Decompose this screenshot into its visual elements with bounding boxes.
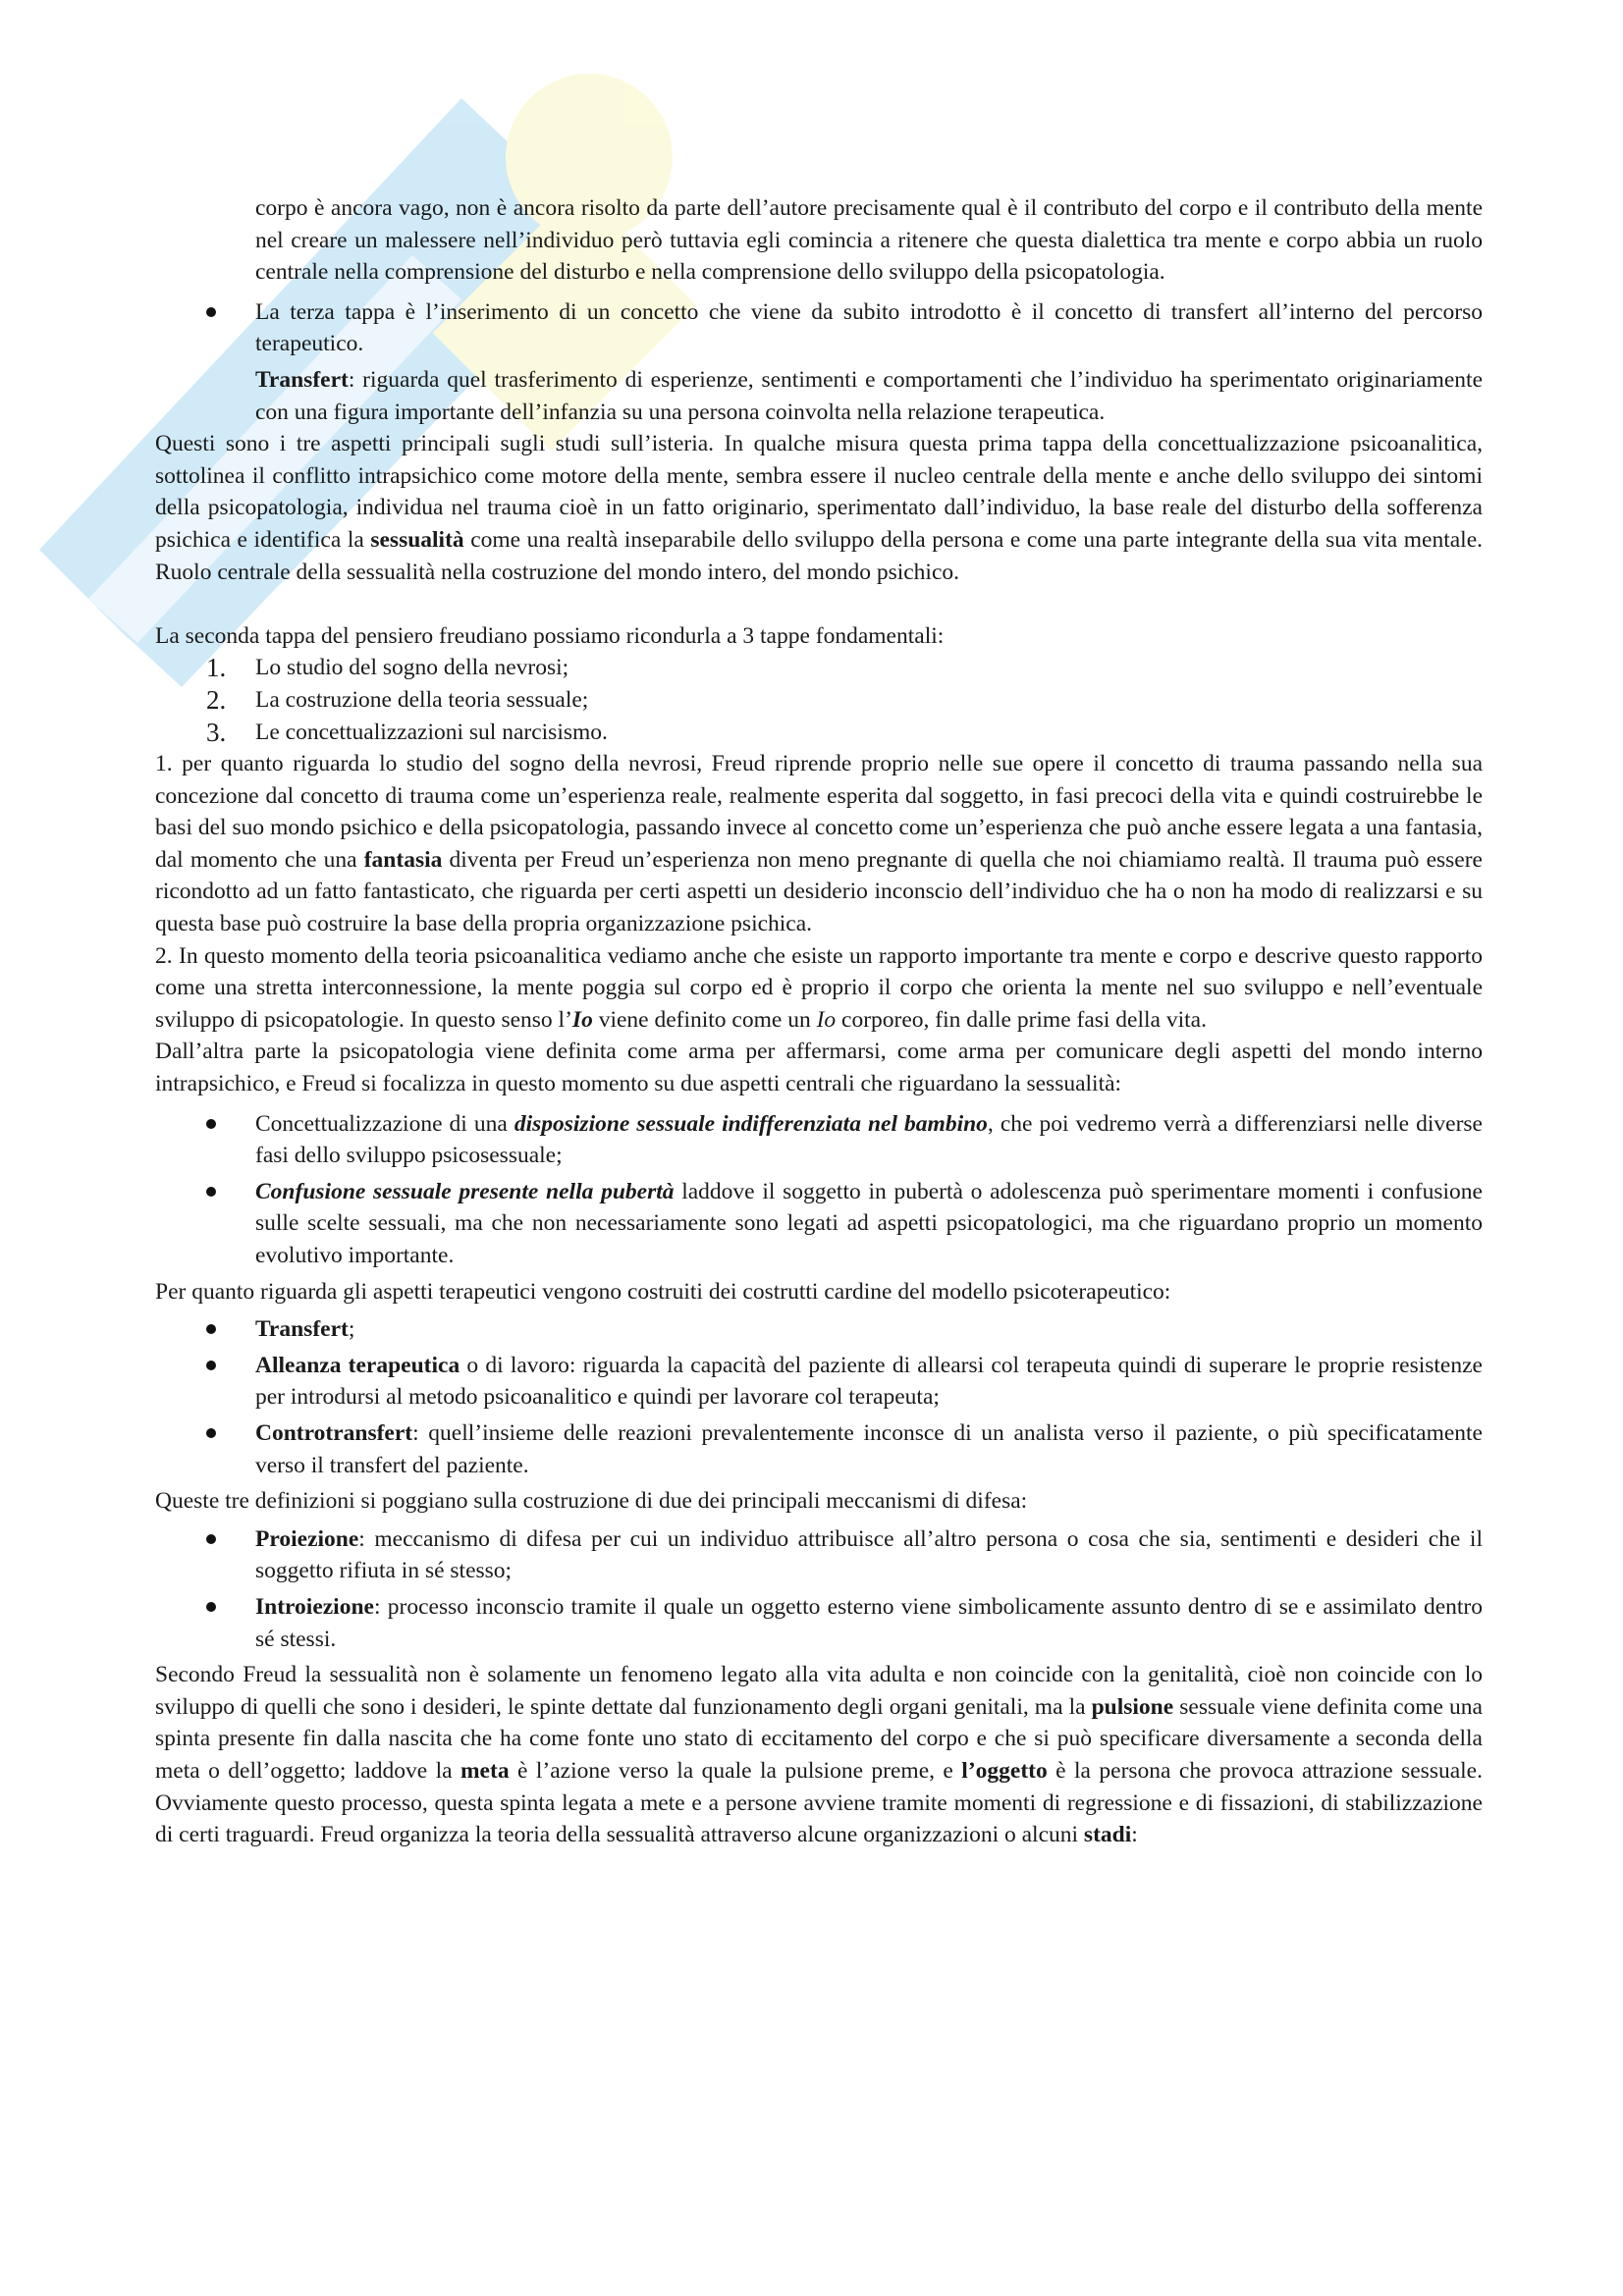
text-b: , che poi vedremo verrà a differenziarsi nelle diverse fasi dello sviluppo psicosessuale; xyxy=(255,1110,1483,1169)
punto-2-paragraph xyxy=(155,940,1483,1037)
difesa-paragraph: Queste tre definizioni si poggiano sulla costruzione di due dei principali meccanismi di difesa: xyxy=(155,1488,1028,1515)
list-item xyxy=(155,1523,1483,1587)
io-term: Io xyxy=(571,1006,593,1033)
document-body xyxy=(155,192,1483,1851)
bullet-controtransfert xyxy=(255,1417,1483,1481)
bullet-dot-icon xyxy=(155,296,255,360)
item-number: 3. xyxy=(206,717,227,747)
sessualita-term: sessualità xyxy=(370,526,464,553)
oggetto-term: l’oggetto xyxy=(961,1757,1048,1784)
psicopatologia-paragraph: Dall’altra parte la psicopatologia viene definita come arma per affermarsi, come arma per comunicare degli aspetti del mondo interno intrapsichico, e Freud si focalizza in questo momento su due aspetti centrali che riguardano la sessualità: xyxy=(155,1039,1483,1097)
text-b: laddove il soggetto in pubertà o adolescenza può sperimentare momenti i confusione sulle scelte sessuali, ma che non necessariamente sono legati ad aspetti psicopatologici, ma che riguardano proprio un momento evolutivo importante. xyxy=(255,1178,1483,1268)
punto-2-text-a: 2. In questo momento della teoria psicoanalitica vediamo anche che esiste un rapporto importante tra mente e corpo e descrive questo rapporto come una stretta interconnessione, la mente poggia sul corpo ed è proprio il corpo che orienta la mente nel suo sviluppo e nell’eventuale sviluppo di psicopatologie. In questo senso l’ xyxy=(155,942,1483,1033)
controtransfert-term: Controtransfert xyxy=(255,1419,413,1446)
isteria-paragraph xyxy=(155,428,1483,588)
proiezione-term: Proiezione xyxy=(255,1525,359,1552)
seconda-tappa-paragraph: La seconda tappa del pensiero freudiano possiamo ricondurla a 3 tappe fondamentali: xyxy=(155,622,945,649)
punto-2-text-c: corporeo, fin dalle prime fasi della vita. xyxy=(836,1006,1207,1033)
transfert-term: Transfert xyxy=(255,1316,349,1343)
punto-1-paragraph xyxy=(155,748,1483,940)
text: ; xyxy=(348,1316,355,1343)
freud-paragraph xyxy=(155,1659,1483,1851)
bullet-dot-icon xyxy=(155,1591,255,1655)
item-text: Lo studio del sogno della nevrosi; xyxy=(255,655,569,681)
numbered-item-1 xyxy=(155,652,1483,684)
text: : meccanismo di difesa per cui un individuo attribuisce all’altro persona o cosa che sia, sentimenti e desideri che il soggetto rifiuta in sé stesso; xyxy=(255,1525,1483,1584)
bullet-dot-icon xyxy=(155,1350,255,1414)
list-item xyxy=(155,1176,1483,1272)
confusione-term: Confusione sessuale presente nella pubertà xyxy=(255,1178,675,1204)
freud-text-a: Secondo Freud la sessualità non è solamente un fenomeno legato alla vita adulta e non coincide con la genitalità, cioè non coincide con lo sviluppo di quelli che sono i desideri, le spinte dettate dal funzionamento degli organi genitali, ma la xyxy=(155,1662,1483,1720)
list-item xyxy=(155,1417,1483,1481)
freud-text-d: è la persona che provoca attrazione sessuale. Ovviamente questo processo, questa spinta legata a mete e a persone avviene tramite momenti di regressione e di fissazioni, di stabilizzazione di certi traguardi. Freud organizza la teoria della sessualità attraverso alcune organizzazioni o alcuni xyxy=(155,1757,1483,1848)
punto-1-text-b: diventa per Freud un’esperienza non meno pregnante di quella che noi chiamiamo realtà. Il trauma può essere ricondotto ad un fatto fantasticato, che riguarda per certi aspetti un desiderio inconscio dell’individuo che ha o non ha modo di realizzarsi e su questa base può costruire la base della propria organizzazione psichica. xyxy=(155,846,1483,937)
bullet-dot-icon xyxy=(155,1108,255,1172)
item-text: La costruzione della teoria sessuale; xyxy=(255,686,589,713)
numbered-item-2 xyxy=(155,684,1483,717)
intro-paragraph: corpo è ancora vago, non è ancora risolto da parte dell’autore precisamente qual è il contributo del corpo e il contributo della mente nel creare un malessere nell’individuo però tuttavia egli comincia a ritenere che questa dialettica tra mente e corpo abbia un ruolo centrale nella comprensione del disturbo e nella comprensione dello sviluppo della psicopatologia. xyxy=(255,195,1483,286)
text: o di lavoro: riguarda la capacità del paziente di allearsi col terapeuta quindi di superare le proprie resistenze per introdursi al metodo psicoanalitico e quindi per lavorare col terapeuta; xyxy=(255,1352,1483,1411)
fantasia-term: fantasia xyxy=(363,846,443,873)
item-number: 1. xyxy=(206,653,227,683)
bullet-concettualizzazione xyxy=(255,1108,1483,1172)
punto-2-text-b: viene definito come un xyxy=(592,1006,817,1033)
terapeutici-paragraph: Per quanto riguarda gli aspetti terapeutici vengono costruiti dei costrutti cardine del modello psicoterapeutico: xyxy=(155,1278,1171,1305)
text-a: Concettualizzazione di una xyxy=(255,1110,514,1137)
list-item xyxy=(155,1313,1483,1346)
list-item xyxy=(155,296,1483,360)
bullet-dot-icon xyxy=(155,1523,255,1587)
pulsione-term: pulsione xyxy=(1091,1693,1174,1720)
bullet-confusione xyxy=(255,1176,1483,1272)
item-text: Le concettualizzazioni sul narcisismo. xyxy=(255,719,608,745)
io-term-italic: Io xyxy=(816,1006,837,1033)
spacer xyxy=(155,588,1483,620)
text: : processo inconscio tramite il quale un oggetto esterno viene simbolicamente assunto dentro di se e assimilato dentro sé stessi. xyxy=(255,1593,1483,1652)
bullet-dot-icon xyxy=(155,1313,255,1346)
item-number: 2. xyxy=(206,684,227,715)
meta-term: meta xyxy=(460,1757,510,1784)
transfert-def: : riguarda quel trasferimento di esperienze, sentimenti e comportamenti che l’individuo ha sperimentato originariamente con una figura importante dell’infanzia su una persona coinvolta nella relazione terapeutica. xyxy=(255,366,1483,425)
transfert-definition xyxy=(155,364,1483,428)
text: : quell’insieme delle reazioni prevalentemente inconsce di un analista verso il paziente, o più specificatamente verso il transfert del paziente. xyxy=(255,1419,1483,1478)
bullet-alleanza xyxy=(255,1350,1483,1414)
isteria-text-1: Questi sono i tre aspetti principali sugli studi sull’isteria. In qualche misura questa prima tappa della concettualizzazione psicoanalitica, sottolinea il conflitto intrapsichico come motore della mente, sembra essere il nucleo centrale della mente e anche dello sviluppo dei sintomi della psicopatologia, individua nel trauma cioè in un fatto originario, sperimentato dall’individuo, la base reale del disturbo della sofferenza psichica e identifica la xyxy=(155,431,1483,553)
disposizione-term: disposizione sessuale indifferenziata nel bambino xyxy=(514,1110,988,1137)
bullet-dot-icon xyxy=(155,1417,255,1481)
bullet-proiezione xyxy=(255,1523,1483,1587)
stadi-term: stadi xyxy=(1083,1822,1132,1848)
freud-text-c: è l’azione verso la quale la pulsione preme, e xyxy=(509,1757,962,1784)
introiezione-term: Introiezione xyxy=(255,1593,374,1620)
bullet-dot-icon xyxy=(155,1176,255,1272)
isteria-text-2: come una realtà inseparabile dello sviluppo della persona e come una parte integrante della sua vita mentale. Ruolo centrale della sessualità nella costruzione del mondo intero, del mondo psichico. xyxy=(155,526,1483,585)
bullet-terza-tappa: La terza tappa è l’inserimento di un concetto che viene da subito introdotto è il concetto di transfert all’interno del percorso terapeutico. xyxy=(255,298,1483,357)
list-item xyxy=(155,1350,1483,1414)
transfert-term: Transfert xyxy=(255,366,349,393)
freud-text-b: sessuale viene definita come una spinta presente fin dalla nascita che ha come fonte uno stato di eccitamento del corpo e che si può specificare diversamente a seconda della meta o dell’oggetto; laddove la xyxy=(155,1693,1483,1784)
list-item xyxy=(155,1108,1483,1172)
alleanza-term: Alleanza terapeutica xyxy=(255,1352,460,1378)
bullet-transfert xyxy=(255,1313,1483,1346)
list-item xyxy=(155,1591,1483,1655)
numbered-item-3 xyxy=(155,717,1483,749)
freud-text-e: : xyxy=(1131,1822,1138,1848)
punto-1-text-a: 1. per quanto riguarda lo studio del sogno della nevrosi, Freud riprende proprio nelle sue opere il concetto di trauma passando nella sua concezione dal concetto di trauma come un’esperienza reale, realmente esperita dal soggetto, in fasi precoci della vita e quindi costruirebbe le basi del suo mondo psichico e della psicopatologia, passando invece al concetto come un’esperienza che può anche essere legata a una fantasia, dal momento che una xyxy=(155,751,1483,873)
bullet-introiezione xyxy=(255,1591,1483,1655)
